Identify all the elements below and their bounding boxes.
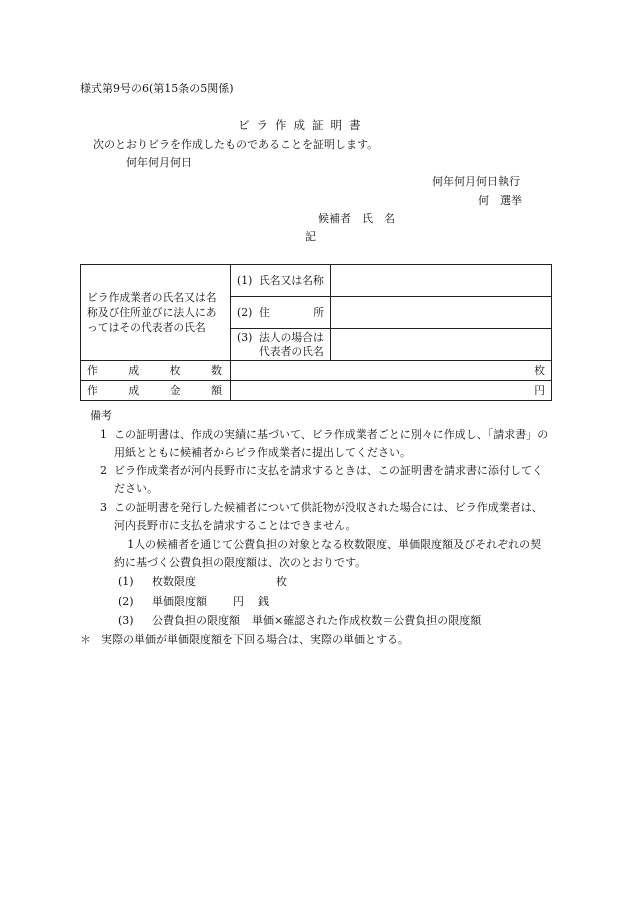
note-number: 3 — [100, 501, 107, 514]
issue-date: 何年何月何日 — [126, 156, 192, 169]
item-number: (2) — [118, 595, 134, 608]
note-number: 2 — [100, 464, 107, 477]
note-3 — [100, 499, 552, 535]
note-number: 1 — [100, 428, 107, 441]
limit-amount-formula: 単価×確認された作成枚数＝公費負担の限度額 — [252, 614, 482, 627]
amount-label-char: 成 — [128, 384, 140, 397]
footnote — [80, 631, 409, 649]
amount-label-cell — [81, 381, 231, 401]
row-number: (1) — [237, 274, 253, 287]
table-row — [81, 381, 552, 401]
amount-label-char: 額 — [211, 384, 222, 397]
limit-amount-line — [118, 612, 481, 630]
limit-count-label: 枚数限度 — [152, 575, 196, 588]
limit-price-unit-sen: 銭 — [258, 595, 269, 608]
table-row — [81, 265, 552, 297]
note-2 — [100, 462, 552, 498]
amount-value-cell[interactable] — [231, 381, 552, 401]
note-4: 1人の候補者を通じて公費負担の対象となる枚数限度、単価限度額及びそれぞれの契約に基づく公費負担の限度額は、次のとおりです。 — [114, 538, 542, 569]
limit-count-line — [118, 573, 287, 591]
count-label-char: 成 — [128, 364, 140, 377]
intro-text: 次のとおりビラを作成したものであることを証明します。 — [93, 138, 379, 151]
limit-amount-label: 公費負担の限度額 — [152, 614, 240, 627]
count-value-cell[interactable] — [231, 361, 552, 381]
certificate-table — [80, 264, 552, 401]
election-date: 何年何月何日執行 — [432, 175, 520, 188]
representative-label: 法人の場合は代表者の氏名 — [259, 330, 324, 358]
address-value-cell[interactable] — [331, 297, 552, 329]
election-name: 何 選挙 — [478, 194, 522, 207]
row-number: (2) — [237, 306, 253, 319]
limit-price-label: 単価限度額 — [152, 595, 207, 608]
form-number: 様式第9号の6(第15条の5関係) — [80, 82, 234, 95]
table-row — [81, 361, 552, 381]
address-label-b: 所 — [313, 306, 324, 319]
count-label-char: 枚 — [169, 364, 181, 377]
note-1 — [100, 426, 552, 462]
name-label-cell — [231, 265, 331, 297]
note-text: この証明書を発行した候補者について供託物が没収された場合には、ビラ作成業者は、河内長野市に支払を請求することはできません。 — [114, 501, 543, 532]
count-label-char: 作 — [87, 364, 98, 377]
row-number: (3) — [237, 330, 253, 344]
limit-price-unit-yen: 円 — [233, 595, 244, 608]
amount-label-char: 作 — [87, 384, 98, 397]
amount-unit: 円 — [534, 384, 545, 397]
address-label-a: 住 — [259, 306, 270, 319]
count-unit: 枚 — [534, 364, 545, 377]
vendor-label: ビラ作成業者の氏名又は名称及び住所並びに法人にあってはその代表者の氏名 — [81, 265, 231, 361]
count-label-char: 数 — [211, 364, 222, 377]
name-label: 氏名又は名称 — [259, 274, 324, 287]
asterisk-mark: ＊ — [80, 633, 91, 646]
representative-label-cell — [231, 329, 331, 361]
document-title: ビラ作成証明書 — [238, 118, 368, 132]
notes-heading: 備考 — [90, 409, 112, 422]
candidate-name: 候補者 氏 名 — [318, 212, 395, 225]
note-text: ビラ作成業者が河内長野市に支払を請求するときは、この証明書を請求書に添付してください。 — [114, 464, 543, 495]
count-label-cell — [81, 361, 231, 381]
ki-heading: 記 — [305, 230, 316, 243]
limit-price-line — [118, 593, 269, 611]
footnote-text: 実際の単価が単価限度額を下回る場合は、実際の単価とする。 — [101, 633, 409, 646]
representative-value-cell[interactable] — [331, 329, 552, 361]
name-value-cell[interactable] — [331, 265, 552, 297]
limit-count-unit: 枚 — [276, 575, 287, 588]
amount-label-char: 金 — [169, 384, 181, 397]
item-number: (3) — [118, 614, 134, 627]
item-number: (1) — [118, 575, 134, 588]
note-text: この証明書は、作成の実績に基づいて、ビラ作成業者ごとに別々に作成し、「請求書」の用紙とともに候補者からビラ作成業者に提出してください。 — [114, 428, 549, 459]
address-label-cell — [231, 297, 331, 329]
